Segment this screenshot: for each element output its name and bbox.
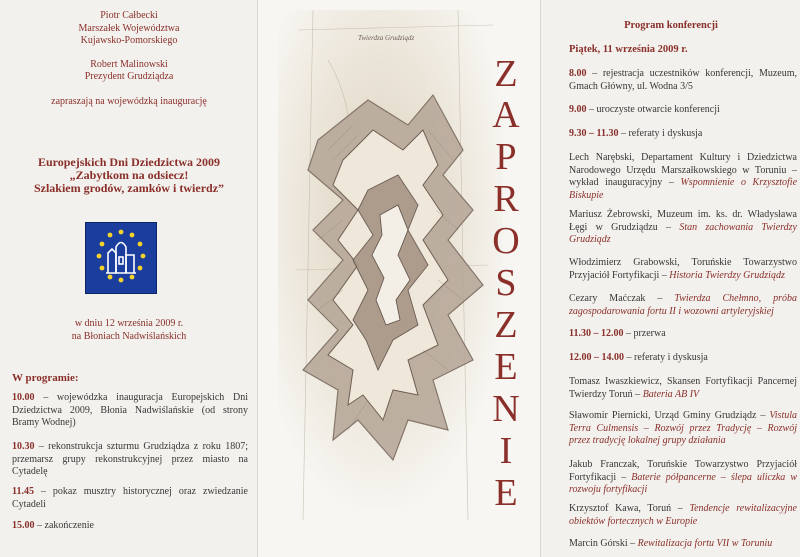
- date-line-2: na Błoniach Nadwiślańskich: [71, 330, 187, 342]
- conf-item-2-time: 9.00: [569, 104, 587, 115]
- program-item-4: [12, 520, 248, 533]
- cover-panel: [258, 0, 540, 557]
- conf-item-2-text: – uroczyste otwarcie konferencji: [586, 104, 720, 115]
- vertical-letter-7: Z: [494, 304, 518, 346]
- conf-item-14: [569, 538, 797, 551]
- conf-item-11: [569, 410, 797, 448]
- conf-item-8-text: – przerwa: [623, 328, 666, 339]
- conf-item-13-ital: Tendencje rewitalizacyjne obiektów fortecznych w Europie: [569, 503, 797, 527]
- conf-item-3: [569, 128, 797, 141]
- event-title: [10, 156, 248, 195]
- map-annotation: Twierdza Grudziądz: [358, 34, 415, 42]
- conf-item-4: [569, 152, 797, 202]
- conf-item-8: [569, 328, 797, 341]
- date-line-1: w dniu 12 września 2009 r.: [74, 318, 184, 329]
- conf-item-9: [569, 352, 797, 365]
- host1-title-1: Marszałek Województwa: [78, 22, 180, 34]
- event-title-line-1: Europejskich Dni Dziedzictwa 2009: [37, 155, 221, 169]
- program-item-3: [12, 486, 248, 511]
- event-title-line-3: Szlakiem grodów, zamków i twierdz”: [33, 181, 225, 195]
- conf-item-10-ital: Bateria AB IV: [642, 388, 700, 400]
- host1-title-2: Kujawsko-Pomorskiego: [80, 35, 178, 46]
- conf-item-1-text: – rejestracja uczestników konferencji, Muzeum, Gmach Główny, ul. Wodna 3/5: [569, 68, 797, 92]
- conf-item-1-time: 8.00: [569, 68, 587, 79]
- conf-item-2: [569, 104, 797, 117]
- conf-item-5: [569, 209, 797, 247]
- conf-item-11-text: Sławomir Piernicki, Urząd Gminy Grudziądz –: [569, 410, 770, 421]
- conf-item-7-text: Cezary Maćczak –: [569, 293, 675, 304]
- vertical-letter-1: Z: [494, 53, 518, 95]
- host-block: [10, 10, 248, 108]
- heritage-days-logo: [85, 222, 157, 294]
- conf-item-7: [569, 293, 797, 318]
- conf-item-6-text: Włodzimierz Grabowski, Toruńskie Towarzystwo Przyjaciół Fortyfikacji –: [569, 257, 797, 281]
- conf-item-10-text: Tomasz Iwaszkiewicz, Skansen Fortyfikacji Pancernej Twierdzy Toruń –: [569, 376, 797, 400]
- date-block: [10, 318, 248, 343]
- conf-item-9-time: 12.00 – 14.00: [569, 352, 624, 363]
- conf-item-11-ital: Vistula Terra Culmensis – Rozwój przez Tradycję – Rozwój przez tradycję lokalnej grupy działania: [569, 410, 797, 446]
- conf-item-3-time: 9.30 – 11.30: [569, 128, 619, 139]
- program-item-1-time: 10.00: [12, 392, 35, 403]
- program-item-3-text: – pokaz musztry historycznej oraz zwiedzanie Cytadeli: [12, 486, 248, 510]
- conference-day: Piątek, 11 września 2009 r.: [569, 44, 688, 55]
- conf-item-5-ital: Stan zachowania Twierdzy Grudziądz: [569, 221, 797, 245]
- vertical-letter-5: O: [492, 220, 520, 262]
- conf-item-12-ital: Baterie półpancerne – ślepa uliczka w rozwoju fortyfikacji: [569, 471, 797, 495]
- conf-item-4-text: Lech Narębski, Departament Kultury i Dziedzictwa Narodowego Urzędu Marszałkowskiego w Toruniu – wykład inauguracyjny –: [569, 152, 797, 188]
- vertical-letter-9: N: [492, 388, 520, 430]
- conf-item-5-text: Mariusz Żebrowski, Muzeum im. ks. dr. Władysława Łęgi w Grudziądzu –: [569, 209, 797, 233]
- vertical-letter-6: S: [495, 262, 517, 304]
- conf-item-14-ital: Rewitalizacja fortu VII w Toruniu: [637, 538, 773, 549]
- conf-item-8-time: 11.30 – 12.00: [569, 328, 624, 339]
- conf-item-7-ital: Twierdza Chełmno, próba zagospodarowania fortu II i wozowni artyleryjskiej: [569, 293, 797, 317]
- program-item-4-text: – zakończenie: [34, 520, 94, 531]
- conf-item-13-text: Krzysztof Kawa, Toruń –: [569, 503, 690, 514]
- vertical-letter-8: E: [494, 346, 518, 388]
- conf-item-4-ital: Wspomnienie o Krzysztofie Biskupie: [569, 177, 798, 201]
- conf-item-6: [569, 257, 797, 282]
- conf-item-10: [569, 376, 797, 401]
- event-title-line-2: „Zabytkom na odsiecz!: [69, 168, 189, 182]
- program-item-2-time: 10.30: [12, 441, 35, 452]
- host2-title: Prezydent Grudziądza: [84, 71, 174, 82]
- conf-item-12-text: Jakub Franczak, Toruńskie Towarzystwo Przyjaciół Fortyfikacji –: [569, 459, 797, 483]
- vertical-letter-4: R: [493, 178, 519, 220]
- host2-name: Robert Malinowski: [90, 58, 168, 70]
- conference-title: Program konferencji: [624, 20, 718, 31]
- program-item-3-time: 11.45: [12, 486, 34, 497]
- program-item-1-text: – wojewódzka inauguracja Europejskich Dni Dziedzictwa 2009, Błonia Nadwiślańskie (od strony Bramy Wodnej): [12, 392, 248, 428]
- conf-item-1: [569, 68, 797, 93]
- program-item-2-text: – rekonstrukcja szturmu Grudziądza z roku 1807; przemarsz grupy rekonstrukcyjnej przez miasto na Cytadelę: [12, 441, 248, 477]
- conf-item-3-text: – referaty i dyskusja: [618, 128, 703, 139]
- invite-line: zapraszają na wojewódzką inaugurację: [51, 95, 207, 107]
- conf-item-9-text: – referaty i dyskusja: [624, 352, 708, 363]
- left-panel: [0, 0, 258, 557]
- conference-program-panel: [540, 0, 800, 557]
- program-item-4-time: 15.00: [12, 520, 35, 531]
- conf-item-14-text: Marcin Górski –: [569, 538, 638, 549]
- vertical-letter-2: A: [492, 94, 520, 136]
- program-item-2: [12, 441, 248, 479]
- program-heading: W programie:: [12, 372, 79, 384]
- conf-item-6-ital: Historia Twierdzy Grudziądz: [669, 269, 785, 281]
- vertical-letter-10: I: [499, 430, 513, 472]
- conf-item-13: [569, 503, 797, 528]
- eu-stars-castle-icon: [86, 223, 156, 293]
- vertical-letter-3: P: [495, 136, 517, 178]
- host1-name: Piotr Całbecki: [100, 10, 158, 21]
- program-item-1: [12, 392, 248, 430]
- vertical-letter-11: E: [494, 472, 518, 514]
- conf-item-12: [569, 459, 797, 497]
